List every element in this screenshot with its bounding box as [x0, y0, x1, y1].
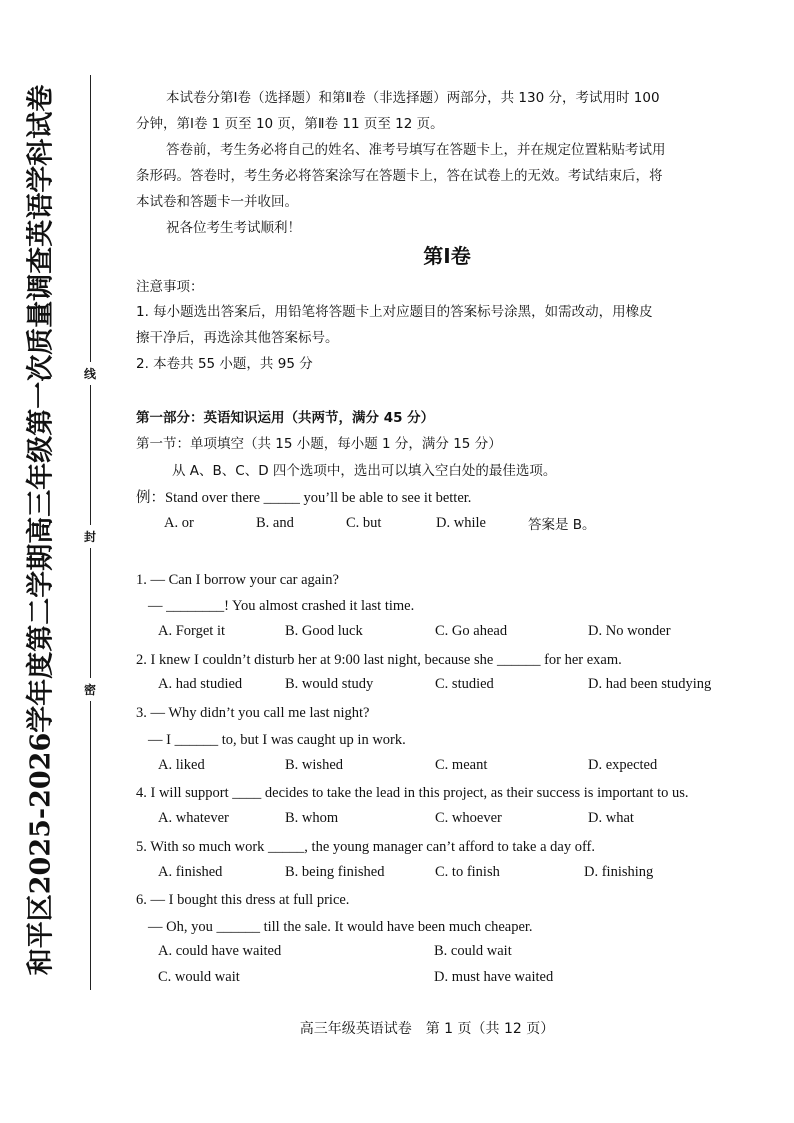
notes-item: 擦干净后，再选涂其他答案标号。 — [136, 330, 339, 346]
question-option: C. studied — [435, 676, 494, 692]
question-option: A. liked — [158, 757, 205, 773]
section1-instruction: 从 A、B、C、D 四个选项中，选出可以填入空白处的最佳选项。 — [172, 463, 557, 479]
question-stem: 4. I will support ____ decides to take the lead in this project, as their success is important to us. — [136, 785, 689, 801]
question-option: B. would study — [285, 676, 374, 692]
question-option: D. had been studying — [588, 676, 712, 692]
question-stem: 3. — Why didn’t you call me last night? — [136, 705, 370, 721]
intro-line: 本试卷和答题卡一并收回。 — [136, 194, 298, 210]
side-title: 和平区2025-2026学年度第二学期高三年级第一次质量调查英语学科试卷 — [25, 84, 57, 976]
question-option: D. must have waited — [434, 969, 554, 985]
question-option: B. Good luck — [285, 623, 363, 639]
intro-line: 分钟，第Ⅰ卷 1 页至 10 页，第Ⅱ卷 11 页至 12 页。 — [136, 116, 444, 132]
example-option: A. or — [164, 515, 194, 531]
question-stem: — Oh, you ______ till the sale. It would have been much cheaper. — [148, 919, 533, 935]
question-option: B. could wait — [434, 943, 512, 959]
binding-mark-xian: 线 — [81, 362, 99, 385]
example-stem: 例：Stand over there _____ you’ll be able to see it better. — [136, 490, 472, 506]
question-option: C. meant — [435, 757, 488, 773]
question-stem: 6. — I bought this dress at full price. — [136, 892, 350, 908]
question-option: D. what — [588, 810, 634, 826]
question-option: B. whom — [285, 810, 339, 826]
example-answer: 答案是 B。 — [528, 517, 596, 533]
intro-line: 答卷前，考生务必将自己的姓名、准考号填写在答题卡上，并在规定位置粘贴考试用 — [166, 142, 666, 158]
question-option: A. had studied — [158, 676, 243, 692]
example-option: B. and — [256, 515, 294, 531]
question-option: B. wished — [285, 757, 343, 773]
notes-heading: 注意事项： — [136, 279, 204, 295]
notes-item: 2. 本卷共 55 小题，共 95 分 — [136, 356, 313, 372]
question-option: C. would wait — [158, 969, 240, 985]
binding-mark-feng: 封 — [81, 525, 99, 548]
intro-line: 祝各位考生考试顺利！ — [166, 220, 301, 236]
binding-mark-mi: 密 — [81, 678, 99, 701]
question-option: B. being finished — [285, 864, 385, 880]
intro-line: 条形码。答卷时，考生务必将答案涂写在答题卡上，答在试卷上的无效。考试结束后，将 — [136, 168, 663, 184]
intro-line: 本试卷分第Ⅰ卷（选择题）和第Ⅱ卷（非选择题）两部分，共 130 分，考试用时 100 — [166, 90, 660, 106]
question-stem: 5. With so much work _____, the young manager can’t afford to take a day off. — [136, 839, 596, 855]
section1-title: 第一节：单项填空（共 15 小题，每小题 1 分，满分 15 分） — [136, 436, 502, 452]
example-option: C. but — [346, 515, 382, 531]
question-option: D. finishing — [584, 864, 654, 880]
question-option: C. to finish — [435, 864, 500, 880]
question-option: D. expected — [588, 757, 658, 773]
question-stem: 1. — Can I borrow your car again? — [136, 572, 339, 588]
question-option: D. No wonder — [588, 623, 671, 639]
question-option: A. finished — [158, 864, 223, 880]
page-footer: 高三年级英语试卷 第 1 页（共 12 页） — [299, 1021, 555, 1037]
notes-item: 1. 每小题选出答案后，用铅笔将答题卡上对应题目的答案标号涂黑，如需改动，用橡皮 — [136, 304, 653, 320]
question-stem: — I ______ to, but I was caught up in work. — [148, 732, 406, 748]
question-stem: 2. I knew I couldn’t disturb her at 9:00 last night, because she ______ for her exam. — [136, 652, 622, 668]
question-option: A. Forget it — [158, 623, 225, 639]
part1-title: 第一部分：英语知识运用（共两节，满分 45 分） — [136, 410, 435, 426]
question-option: C. Go ahead — [435, 623, 508, 639]
question-stem: — ________! You almost crashed it last time. — [148, 598, 415, 614]
question-option: C. whoever — [435, 810, 502, 826]
question-option: A. whatever — [158, 810, 229, 826]
question-option: A. could have waited — [158, 943, 282, 959]
volume-title: 第Ⅰ卷 — [423, 244, 471, 268]
example-option: D. while — [436, 515, 486, 531]
